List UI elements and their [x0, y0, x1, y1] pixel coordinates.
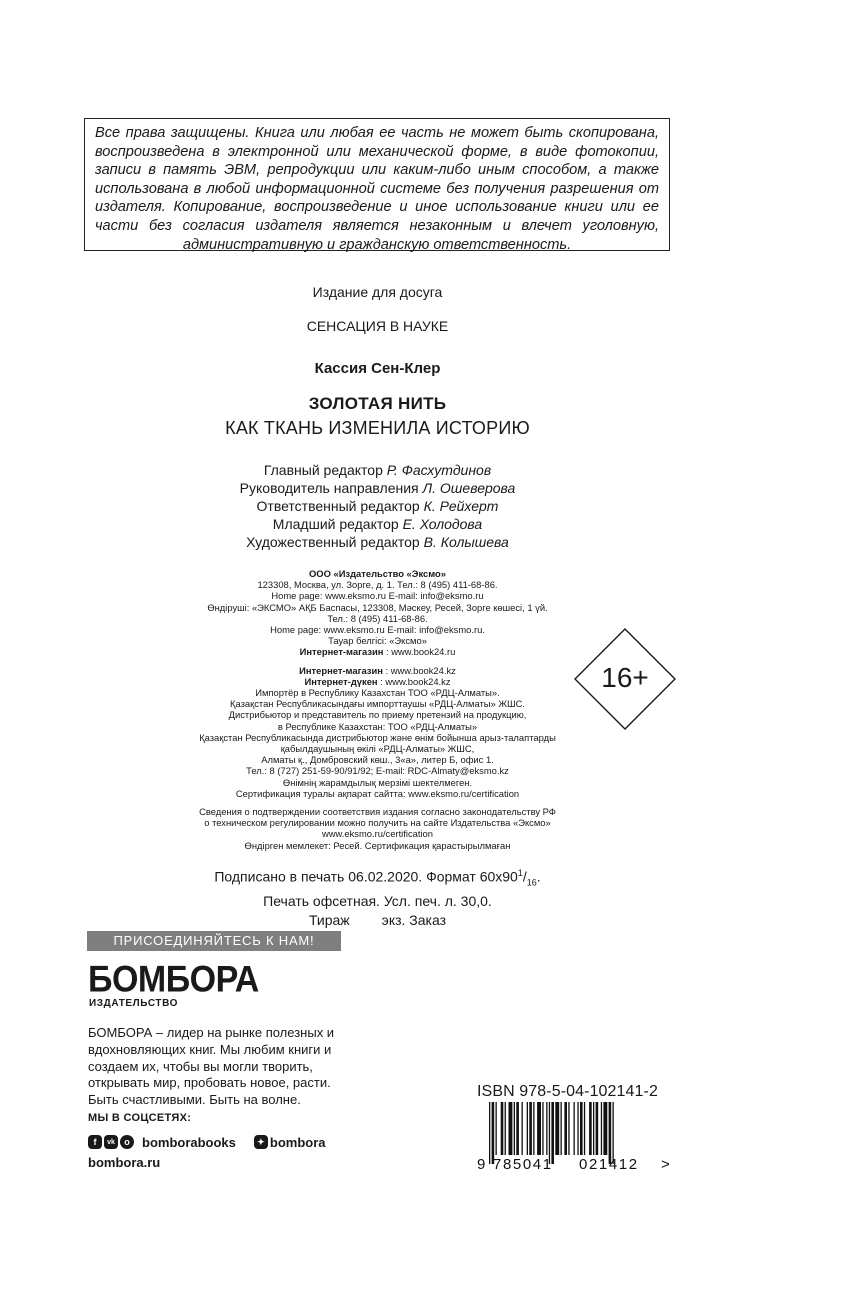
barcode-bar: [609, 1102, 612, 1164]
publisher-line: Сведения о подтверждении соответствия издания согласно законодательству РФ: [199, 806, 556, 818]
barcode-bar: [568, 1102, 569, 1155]
barcode-bar: [549, 1102, 550, 1164]
publisher-line: Тел.: 8 (495) 411-68-86.: [327, 612, 428, 624]
barcode: [475, 1102, 671, 1172]
series-name: СЕНСАЦИЯ В НАУКЕ: [306, 318, 449, 334]
barcode-bar: [561, 1102, 562, 1155]
barcode-bar: [496, 1102, 497, 1155]
social-title: МЫ В СОЦСЕТЯХ:: [88, 1112, 192, 1124]
ok-icon[interactable]: o: [120, 1135, 134, 1149]
barcode-bar: [580, 1102, 583, 1155]
publisher-line: www.eksmo.ru/certification: [322, 828, 433, 840]
vk-icon[interactable]: vk: [104, 1135, 118, 1149]
brand-subtitle: ИЗДАТЕЛЬСТВО: [89, 998, 179, 1009]
barcode-bar: [593, 1102, 594, 1155]
barcode-bar: [533, 1102, 534, 1155]
publisher-line: Өндіруші: «ЭКСМО» АҚБ Баспасы, 123308, Мәскеу, Ресей, Зорге көшесі, 1 үй.: [207, 601, 548, 613]
publisher-line: Сертификация туралы ақпарат сайтта: www.eksmo.ru/certification: [235, 787, 520, 799]
publisher-line: Қазақстан Республикасында дистрибьютор және өнім бойынша арыз-талаптарды: [199, 731, 556, 743]
print-line3: Тираж экз. Заказ: [308, 912, 447, 929]
brand-site[interactable]: bombora.ru: [88, 1155, 161, 1170]
print-signed: Подписано в печать 06.02.2020. Формат $60x90^1/_{16}$.: [214, 868, 541, 888]
publisher-line: в Республике Казахстан: ТОО «РДЦ-Алматы»: [277, 720, 478, 732]
barcode-bar: [516, 1102, 519, 1155]
publisher-name: ООО «Издательство «Эксмо»: [309, 568, 446, 579]
barcode-bar: [577, 1102, 578, 1155]
credit-line: Руководитель направления Л. Ошеверова: [239, 480, 516, 496]
barcode-right-digits: 021412: [579, 1156, 639, 1172]
publisher-line: о техническом регулировании можно получить на сайте Издательства «Эксмо»: [204, 817, 551, 829]
publisher-line: Дистрибьютор и представитель по приему претензий на продукцию,: [228, 709, 527, 721]
publisher-line: Home page: www.eksmo.ru E-mail: info@eksmo.ru.: [270, 624, 485, 636]
publisher-line: Интернет-дүкен : www.book24.kz: [304, 675, 451, 687]
book-title: ЗОЛОТАЯ НИТЬ: [308, 394, 447, 413]
credit-line: Художественный редактор В. Колышева: [246, 534, 509, 550]
age-rating: 16+: [601, 662, 649, 693]
barcode-bar: [584, 1102, 585, 1155]
publisher-line: Алматы қ., Домбровский көш., 3«а», литер Б, офис 1.: [261, 754, 494, 766]
brand-description: БОМБОРА – лидер на рынке полезных и вдохновляющих книг. Мы любим книги и создаем их, чтобы вы могли творить, открывать мир, пробовать новое, расти. Быть счастливыми. Быть на волне.: [88, 1025, 335, 1108]
barcode-bar: [555, 1102, 559, 1155]
rights-notice: Все права защищены. Книга или любая ее часть не может быть скопирована, воспроизведена в электронной или механической форме, в виде фотокопии, записи в память ЭВМ, репродукции или каким-либо иным способом, а также использована в любой информационной системе без получения разрешения от издателя. Копирование, воспроизведение и иное использование книги или ее части без согласия издателя является незаконным и влечет уголовную, административную и гражданскую ответственность.: [84, 118, 670, 251]
social-handle-2[interactable]: bombora: [269, 1134, 326, 1150]
barcode-left-digits: 785041: [493, 1156, 553, 1172]
publisher-line: Өнімнің жарамдылық мерзімі шектелмеген.: [282, 776, 473, 788]
publisher-line: 123308, Москва, ул. Зорге, д. 1. Тел.: 8 (495) 411-68-86.: [257, 579, 498, 591]
barcode-bar: [601, 1102, 602, 1155]
credits: [0, 461, 755, 551]
social-row: [88, 1133, 326, 1151]
publisher-line: Тауар белгісі: «Эксмо»: [328, 635, 427, 647]
social-handle[interactable]: bomborabooks: [142, 1134, 236, 1150]
publisher-line: Тел.: 8 (727) 251-59-90/91/92; E-mail: RDC-Almaty@eksmo.kz: [246, 765, 509, 777]
barcode-bar: [542, 1102, 543, 1155]
barcode-bar: [489, 1102, 490, 1164]
edition-type: Издание для досуга: [312, 284, 443, 300]
barcode-bar: [514, 1102, 515, 1155]
barcode-bar: [501, 1102, 504, 1155]
barcode-bar: [522, 1102, 523, 1155]
publisher-line: Интернет-магазин : www.book24.kz: [299, 664, 456, 676]
publisher-line: Өндірген мемлекет: Ресей. Сертификация қарастырылмаған: [244, 839, 511, 851]
credit-line: Ответственный редактор К. Рейхерт: [256, 498, 499, 514]
publisher-line: қабылдаушының өкілі «РДЦ-Алматы» ЖШС,: [280, 743, 475, 755]
publisher-line: Home page: www.eksmo.ru E-mail: info@eksmo.ru: [271, 590, 484, 602]
credit-line: Главный редактор Р. Фасхутдинов: [263, 462, 492, 478]
isbn: ISBN 978-5-04-102141-2: [477, 1083, 658, 1100]
publisher-line: Қазақстан Республикасындағы импорттаушы «РДЦ-Алматы» ЖШС.: [230, 698, 525, 710]
publisher-line: Интернет-магазин : www.book24.ru: [299, 646, 456, 658]
author: Кассия Сен-Клер: [314, 360, 441, 377]
print-info: [0, 864, 755, 930]
barcode-bar: [537, 1102, 541, 1155]
barcode-bar: [505, 1102, 506, 1155]
print-line2: Печать офсетная. Усл. печ. л. 30,0.: [263, 893, 492, 910]
barcode-bar: [492, 1102, 495, 1164]
publisher-line: Импортёр в Республику Казахстан ТОО «РДЦ-Алматы».: [255, 687, 500, 699]
barcode-bar: [589, 1102, 592, 1155]
barcode-bar: [529, 1102, 532, 1155]
barcode-bar: [613, 1102, 614, 1164]
barcode-bar: [564, 1102, 567, 1155]
facebook-icon[interactable]: f: [88, 1135, 102, 1149]
barcode-bar: [527, 1102, 528, 1155]
book-subtitle: КАК ТКАНЬ ИЗМЕНИЛА ИСТОРИЮ: [225, 418, 530, 438]
barcode-bar: [509, 1102, 513, 1155]
barcode-arrow: >: [661, 1156, 670, 1172]
barcode-first-digit: 9: [477, 1156, 486, 1172]
barcode-bar: [596, 1102, 599, 1155]
barcode-bar: [551, 1102, 554, 1164]
telegram-icon[interactable]: ✦: [254, 1135, 268, 1149]
brand-logo: БОМБОРА: [88, 959, 259, 1001]
join-banner: ПРИСОЕДИНЯЙТЕСЬ К НАМ!: [87, 931, 341, 951]
barcode-bar: [603, 1102, 607, 1155]
barcode-bar: [574, 1102, 575, 1155]
barcode-bar: [546, 1102, 547, 1155]
credit-line: Младший редактор Е. Холодова: [272, 516, 483, 532]
